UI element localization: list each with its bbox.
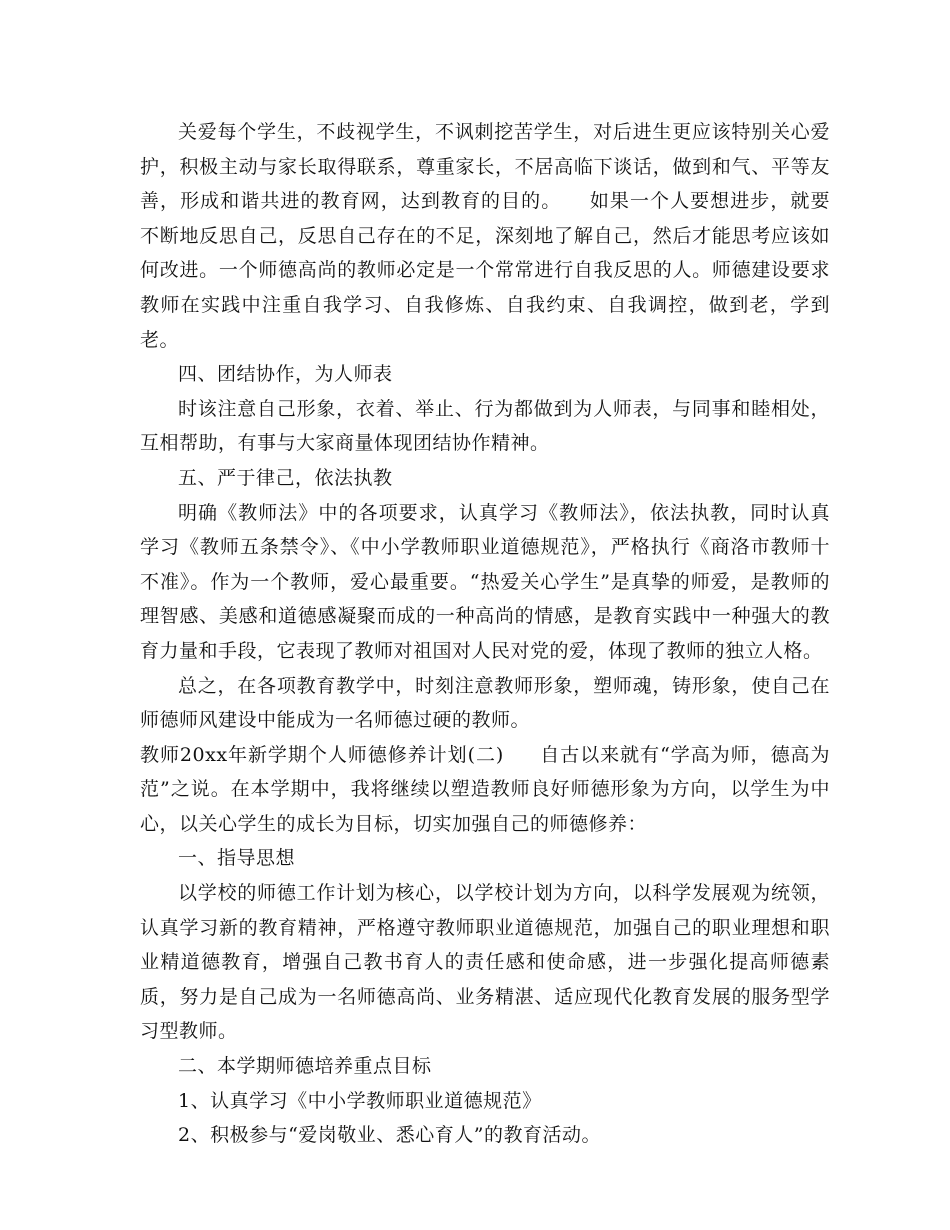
paragraph-text: 如果一个人要想进步，就要不断地反思自己，反思自己存在的不足，深刻地了解自己，然后才能思考应该如何改进。一个师德高尚的教师必定是一个常常进行自我反思的人。师德建设要求教师在实践中注重自我学习、自我修炼、自我约束、自我调控，做到老，学到老。	[140, 190, 830, 351]
section-heading-4: 四、团结协作，为人师表	[178, 363, 393, 386]
paragraph-guiding-thought: 以学校的师德工作计划为核心，以学校计划为方向，以科学发展观为统领，认真学习新的教育精神，严格遵守教师职业道德规范，加强自己的职业理想和职业精道德教育，增强自己教书育人的责任感和使命感，进一步强化提高师德素质，努力是自己成为一名师德高尚、业务精湛、适应现代化教育发展的服务型学习型教师。	[140, 882, 830, 1043]
paragraph-summary: 总之，在各项教育教学中，时刻注意教师形象，塑师魂，铸形象，使自己在师德师风建设中能成为一名师德过硬的教师。	[140, 674, 830, 732]
paragraph-text: 自古以来就有“学高为师，德高为范”之说。在本学期中，我将继续以塑造教师良好师德形象为方向，以学生为中心，以关心学生的成长为目标，切实加强自己的师德修养：	[140, 743, 831, 835]
paragraph-care-students	[140, 115, 830, 357]
list-item: 2、积极参与“爱岗敬业、悉心育人”的教育活动。	[178, 1124, 602, 1147]
document-body	[140, 115, 830, 1153]
plan-title: 教师20xx年新学期个人师德修养计划(二)	[140, 743, 504, 766]
paragraph-text: 关爱每个学生，不歧视学生，不讽刺挖苦学生，对后进生更应该特别关心爱护，积极主动与家长取得联系，尊重家长，不居高临下谈话，做到和气、平等友善，形成和谐共进的教育网，达到教育的目的。	[140, 121, 830, 213]
list-item: 1、认真学习《中小学教师职业道德规范》	[178, 1089, 542, 1112]
section-heading-5: 五、严于律己，依法执教	[178, 466, 393, 489]
section-heading-2: 二、本学期师德培养重点目标	[178, 1055, 432, 1078]
paragraph-teamwork: 时该注意自己形象，衣着、举止、行为都做到为人师表，与同事和睦相处，互相帮助，有事与大家商量体现团结协作精神。	[140, 397, 830, 455]
paragraph-plan-two	[140, 738, 830, 842]
section-heading-1: 一、指导思想	[178, 847, 296, 870]
paragraph-teacher-law: 明确《教师法》中的各项要求，认真学习《教师法》，依法执教，同时认真学习《教师五条禁令》、《中小学教师职业道德规范》，严格执行《商洛市教师十不准》。作为一个教师，爱心最重要。“热爱关心学生”是真挚的师爱，是教师的理智感、美感和道德感凝聚而成的一种高尚的情感，是教育实践中一种强大的教育力量和手段，它表现了教师对祖国对人民对党的爱，体现了教师的独立人格。	[140, 501, 830, 662]
